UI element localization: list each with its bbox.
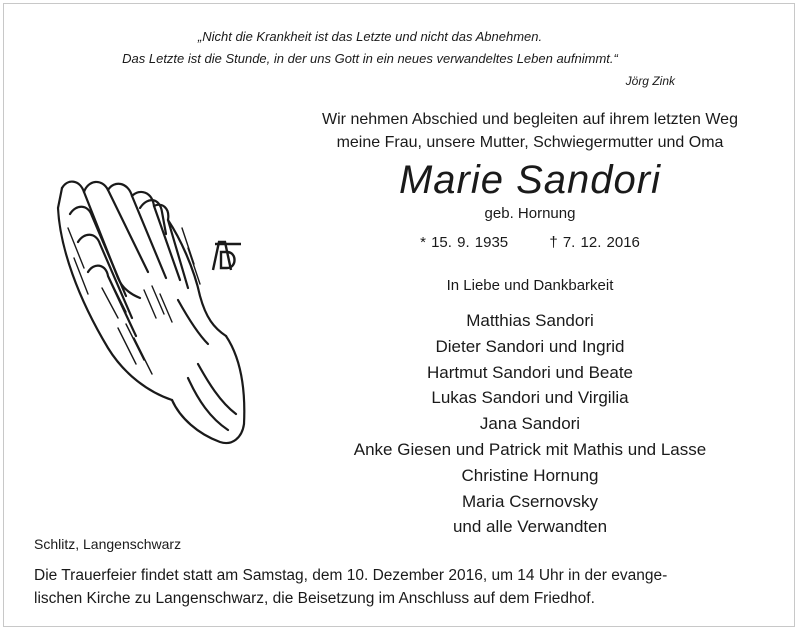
mourner-item: Lukas Sandori und Virgilia bbox=[431, 388, 629, 408]
life-dates bbox=[330, 234, 730, 251]
quote-line-1: „Nicht die Krankheit ist das Letzte und nicht das Abnehmen. bbox=[197, 29, 543, 44]
intro-line-2: meine Frau, unsere Mutter, Schwiegermutter und Oma bbox=[336, 134, 724, 151]
mourner-item: Dieter Sandori und Ingrid bbox=[435, 336, 625, 356]
quote bbox=[60, 26, 680, 70]
quote-author: Jörg Zink bbox=[625, 74, 675, 88]
mourner-item: Hartmut Sandori und Beate bbox=[426, 362, 633, 382]
birth-date: * 15. 9. 1935 bbox=[420, 234, 509, 251]
mourner-item: Matthias Sandori bbox=[466, 311, 594, 330]
funeral-service-info bbox=[34, 564, 774, 610]
service-line-2: lischen Kirche zu Langenschwarz, die Beisetzung im Anschluss auf dem Friedhof. bbox=[34, 590, 595, 607]
mourner-item: und alle Verwandten bbox=[452, 517, 608, 537]
mourner-item: Christine Hornung bbox=[461, 465, 599, 485]
albrecht-duerer-monogram bbox=[210, 238, 244, 272]
intro-line-1: Wir nehmen Abschied und begleiten auf ihrem letzten Weg bbox=[322, 111, 738, 128]
mourners-list bbox=[300, 308, 760, 540]
quote-line-2: Das Letzte ist die Stunde, in der uns Gott in ein neues verwandeltes Leben aufnimmt.“ bbox=[122, 51, 618, 66]
love-line: In Liebe und Dankbarkeit bbox=[446, 277, 614, 294]
place: Schlitz, Langenschwarz bbox=[34, 536, 182, 552]
mourner-item: Jana Sandori bbox=[479, 414, 581, 434]
intro-text bbox=[290, 108, 770, 154]
praying-hands-icon bbox=[48, 168, 248, 464]
maiden-name: geb. Hornung bbox=[484, 205, 576, 222]
mourner-item: Maria Csernovsky bbox=[461, 491, 599, 511]
mourner-item: Anke Giesen und Patrick mit Mathis und Lasse bbox=[353, 439, 707, 459]
deceased-name: Marie Sandori bbox=[398, 158, 661, 202]
service-line-1: Die Trauerfeier findet statt am Samstag, dem 10. Dezember 2016, um 14 Uhr in der evange- bbox=[34, 567, 668, 584]
death-date: † 7. 12. 2016 bbox=[549, 234, 640, 251]
